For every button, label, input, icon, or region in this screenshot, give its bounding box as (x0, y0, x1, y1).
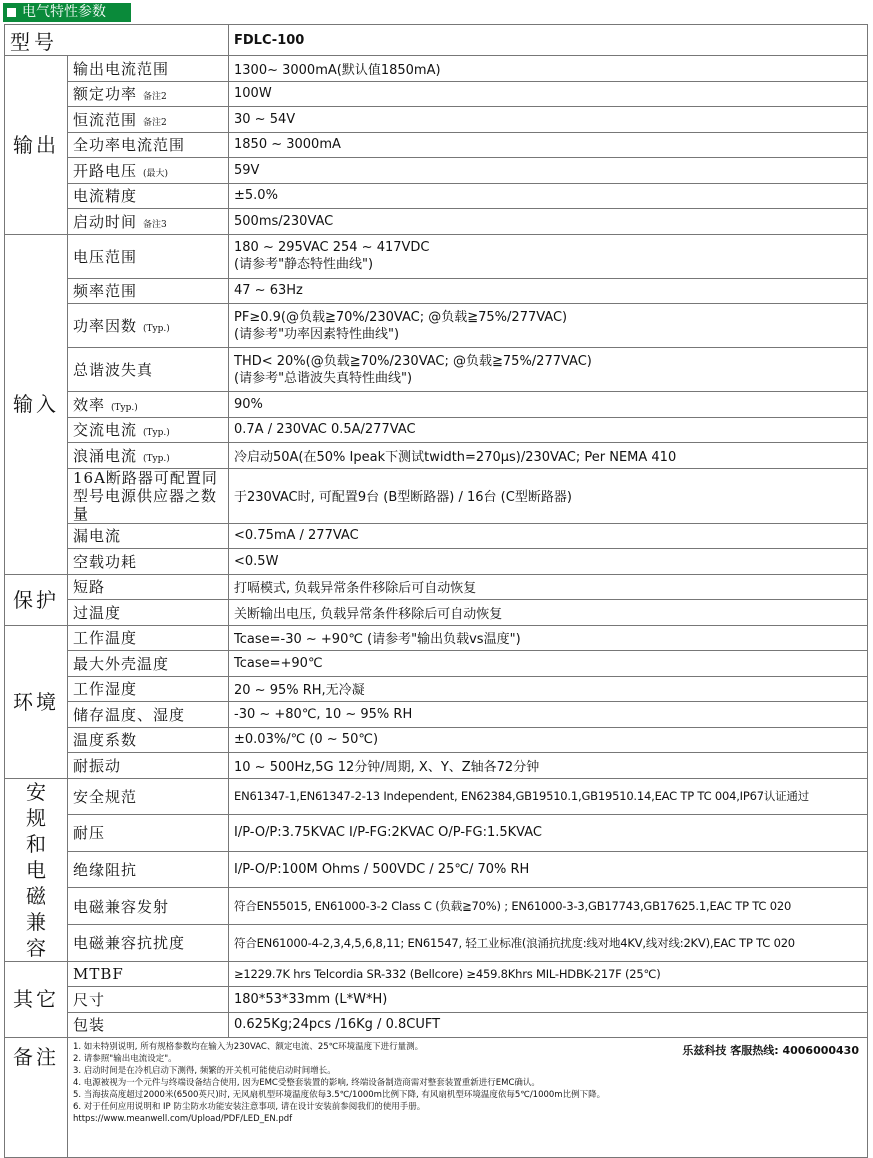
remarks-line: 5. 当海拔高度超过2000米(6500英尺)时, 无风扇机型环境温度依每3.5℃/1000m比例下降, 有风扇机型环境温度依每5℃/1000m比例下降。 (73, 1090, 606, 1100)
param-label-text: 电磁兼容发射 (73, 897, 170, 916)
param-value (229, 961, 868, 987)
category-label: 保护 (13, 587, 59, 612)
param-value (229, 183, 868, 209)
param-label-text: 浪涌电流 (73, 446, 138, 465)
param-label-text: 电磁兼容抗扰度 (73, 934, 186, 953)
param-value-line: 59V (234, 162, 260, 178)
param-label (68, 278, 229, 304)
param-label (68, 651, 229, 677)
category-label: 其它 (13, 987, 59, 1012)
category-label: 安规和电磁兼容 (26, 779, 46, 960)
param-value (229, 651, 868, 677)
param-value (229, 56, 868, 82)
param-value-line: 20 ~ 95% RH,无冷凝 (234, 683, 365, 699)
param-value-line: 关断输出电压, 负载异常条件移除后可自动恢复 (234, 606, 503, 622)
param-note: 备注2 (143, 117, 167, 128)
param-label (68, 183, 229, 209)
spec-row (5, 81, 868, 107)
param-note: (Typ.) (111, 402, 138, 413)
param-label-text: 频率范围 (73, 282, 138, 301)
param-value (229, 417, 868, 443)
param-label-text: 安全规范 (73, 787, 138, 806)
param-value (229, 81, 868, 107)
spec-row (5, 961, 868, 987)
category-label: 输入 (13, 392, 59, 416)
param-value-line: 0.625Kg;24pcs /16Kg / 0.8CUFT (234, 1017, 441, 1033)
param-value-line: Tcase=+90℃ (234, 655, 323, 671)
spec-row (5, 778, 868, 815)
param-value-line: 冷启动50A(在50% Ipeak下测试twidth=270μs)/230VAC; Per NEMA 410 (234, 449, 677, 465)
param-label-text: 尺寸 (73, 990, 106, 1009)
spec-row (5, 549, 868, 575)
param-label-text: 温度系数 (73, 731, 138, 750)
param-label (68, 132, 229, 158)
param-value (229, 753, 868, 779)
param-value (229, 851, 868, 888)
param-label (68, 924, 229, 961)
hotline-text: 乐兹科技 客服热线: 4006000430 (682, 1044, 859, 1057)
param-value-line: ±0.03%/℃ (0 ~ 50℃) (234, 732, 379, 748)
param-label-text: 全功率电流范围 (73, 136, 186, 155)
param-label (68, 851, 229, 888)
spec-row (5, 209, 868, 235)
param-label (68, 549, 229, 575)
param-note: 备注2 (143, 92, 167, 103)
param-value (229, 158, 868, 184)
param-value-line: <0.5W (234, 553, 279, 569)
param-value-line: 0.7A / 230VAC 0.5A/277VAC (234, 422, 416, 438)
remarks-line: 6. 对于任何应用说明和 IP 防尘防水功能安装注意事项, 请在设计安装前参阅我们的使用手册。 (73, 1102, 426, 1112)
param-value-line: 1300~ 3000mA(默认值1850mA) (234, 62, 441, 78)
param-label (68, 107, 229, 133)
param-label-text: MTBF (73, 964, 124, 983)
param-value-line: 100W (234, 86, 272, 102)
spec-row (5, 132, 868, 158)
spec-row (5, 574, 868, 600)
param-label-text: 漏电流 (73, 527, 122, 546)
param-value-line: 47 ~ 63Hz (234, 283, 303, 299)
param-value (229, 392, 868, 418)
param-label-text: 工作温度 (73, 629, 138, 648)
param-label (68, 727, 229, 753)
param-value (229, 702, 868, 728)
param-value (229, 234, 868, 278)
param-value (229, 727, 868, 753)
spec-row (5, 727, 868, 753)
spec-row (5, 815, 868, 852)
param-label (68, 961, 229, 987)
param-value (229, 778, 868, 815)
spec-row (5, 234, 868, 278)
spec-row (5, 443, 868, 469)
param-label-text: 耐振动 (73, 756, 122, 775)
param-label-text: 过温度 (73, 603, 122, 622)
param-value (229, 888, 868, 925)
param-label (68, 81, 229, 107)
param-note: (Typ.) (143, 428, 170, 439)
param-value (229, 625, 868, 651)
param-label (68, 815, 229, 852)
spec-row (5, 468, 868, 523)
param-value-line: (请参考"功率因素特性曲线") (234, 326, 400, 342)
param-label (68, 56, 229, 82)
param-value-line: 打嗝模式, 负载异常条件移除后可自动恢复 (234, 581, 477, 597)
param-value (229, 1012, 868, 1038)
param-value (229, 132, 868, 158)
param-label (68, 987, 229, 1013)
spec-row (5, 753, 868, 779)
param-label-text: 储存温度、湿度 (73, 705, 186, 724)
param-label (68, 600, 229, 626)
param-label-text: 启动时间 (73, 212, 138, 231)
param-label (68, 468, 229, 523)
param-value (229, 278, 868, 304)
spec-row (5, 304, 868, 348)
category-cell (5, 234, 68, 574)
param-label-text: 绝缘阻抗 (73, 860, 138, 879)
spec-row (5, 702, 868, 728)
param-value-line: I/P-O/P:100M Ohms / 500VDC / 25℃/ 70% RH (234, 861, 530, 877)
category-cell (5, 625, 68, 778)
param-label (68, 304, 229, 348)
param-label (68, 234, 229, 278)
spec-row (5, 183, 868, 209)
remarks-line: 4. 电源被视为一个元件与终端设备结合使用, 因为EMC受整套装置的影响, 终端设备制造商需对整套装置重新进行EMC确认。 (73, 1078, 540, 1088)
param-value-line: ±5.0% (234, 188, 278, 204)
param-value-line: 于230VAC时, 可配置9台 (B型断路器) / 16台 (C型断路器) (234, 490, 572, 505)
category-label: 环境 (13, 689, 59, 714)
param-label (68, 158, 229, 184)
spec-row (5, 625, 868, 651)
model-row (5, 25, 868, 56)
param-value-line: 1850 ~ 3000mA (234, 137, 341, 153)
param-label (68, 676, 229, 702)
param-value-line: 符合EN61000-4-2,3,4,5,6,8,11; EN61547, 轻工业标准(浪涌抗扰度:线对地4KV,线对线:2KV),EAC TP TC 020 (234, 935, 795, 950)
param-label (68, 348, 229, 392)
model-value: FDLC-100 (229, 25, 868, 56)
spec-row (5, 651, 868, 677)
param-label (68, 417, 229, 443)
param-label-text: 恒流范围 (73, 110, 138, 129)
param-value-line: 180 ~ 295VAC 254 ~ 417VDC (234, 240, 430, 255)
param-label-text: 电流精度 (73, 187, 138, 206)
spec-row (5, 600, 868, 626)
param-label (68, 574, 229, 600)
param-value (229, 304, 868, 348)
category-cell (5, 961, 68, 1038)
param-value (229, 600, 868, 626)
param-label-text: 额定功率 (73, 85, 138, 104)
param-value-line: <0.75mA / 277VAC (234, 528, 359, 544)
param-label (68, 778, 229, 815)
param-value-line: -30 ~ +80℃, 10 ~ 95% RH (234, 706, 413, 722)
remarks-url: https://www.meanwell.com/Upload/PDF/LED_EN.pdf (73, 1114, 293, 1124)
param-label-text: 包装 (73, 1016, 106, 1035)
param-note: 备注3 (143, 219, 167, 230)
param-label-text: 功率因数 (73, 317, 138, 335)
param-label (68, 888, 229, 925)
spec-row (5, 676, 868, 702)
param-value-line: PF≥0.9(@负载≧70%/230VAC; @负载≧75%/277VAC) (234, 309, 568, 325)
param-label-text: 总谐波失真 (73, 361, 154, 379)
remarks-category (5, 1038, 68, 1158)
spec-row (5, 1012, 868, 1038)
section-header-title: 电气特性参数 (22, 4, 106, 20)
spec-row (5, 851, 868, 888)
category-cell (5, 778, 68, 961)
param-label (68, 1012, 229, 1038)
spec-row (5, 987, 868, 1013)
spec-table (4, 24, 868, 1158)
param-note: (Typ.) (143, 453, 170, 464)
param-label-text: 最大外壳温度 (73, 654, 170, 673)
param-label (68, 625, 229, 651)
param-value-line: 90% (234, 396, 263, 412)
param-label-text: 16A断路器可配置同型号电源供应器之数量 (73, 468, 218, 523)
category-cell (5, 56, 68, 235)
param-value-line: I/P-O/P:3.75KVAC I/P-FG:2KVAC O/P-FG:1.5KVAC (234, 825, 542, 841)
param-value (229, 924, 868, 961)
param-label (68, 443, 229, 469)
spec-row (5, 107, 868, 133)
param-note: (最大) (143, 168, 169, 179)
param-value-line: (请参考"总谐波失真特性曲线") (234, 370, 413, 386)
spec-row (5, 523, 868, 549)
param-value-line: 500ms/230VAC (234, 213, 334, 229)
spec-row (5, 392, 868, 418)
param-label-text: 耐压 (73, 824, 106, 843)
param-value (229, 348, 868, 392)
remarks-body (68, 1038, 868, 1158)
param-value-line: 10 ~ 500Hz,5G 12分钟/周期, X、Y、Z轴各72分钟 (234, 759, 540, 775)
param-label-text: 效率 (73, 395, 106, 414)
param-value-line: Tcase=-30 ~ +90℃ (请参考"输出负载vs温度") (234, 632, 521, 648)
square-icon (7, 8, 16, 17)
param-value-line: 符合EN55015, EN61000-3-2 Class C (负载≧70%) ; EN61000-3-3,GB17743,GB17625.1,EAC TP TC 020 (234, 899, 792, 914)
param-value-line: EN61347-1,EN61347-2-13 Independent, EN62384,GB19510.1,GB19510.14,EAC TP TC 004,IP67认证通过 (234, 789, 810, 804)
spec-row (5, 56, 868, 82)
param-value-line: THD< 20%(@负载≧70%/230VAC; @负载≧75%/277VAC) (234, 353, 592, 369)
remarks-row (5, 1038, 868, 1158)
param-label-text: 交流电流 (73, 421, 138, 440)
spec-row (5, 888, 868, 925)
param-value (229, 987, 868, 1013)
model-label: 型号 (5, 25, 229, 56)
param-value (229, 549, 868, 575)
param-value-line: ≥1229.7K hrs Telcordia SR-332 (Bellcore) ≥459.8Khrs MIL-HDBK-217F (25℃) (234, 966, 661, 981)
param-value (229, 523, 868, 549)
param-label (68, 523, 229, 549)
param-label (68, 753, 229, 779)
remarks-line: 3. 启动时间是在冷机启动下测得, 频繁的开关机可能使启动时间增长。 (73, 1066, 336, 1076)
remarks-line: 1. 如未特别说明, 所有规格参数均在输入为230VAC、额定电流、25℃环境温度下进行量测。 (73, 1042, 424, 1052)
remarks-line: 2. 请参照"输出电流设定"。 (73, 1054, 177, 1064)
param-label-text: 工作湿度 (73, 680, 138, 699)
spec-row (5, 924, 868, 961)
param-value-line: 30 ~ 54V (234, 111, 296, 127)
param-value (229, 574, 868, 600)
spec-row (5, 158, 868, 184)
spec-row (5, 417, 868, 443)
spec-row (5, 348, 868, 392)
param-label-text: 输出电流范围 (73, 59, 170, 78)
param-value (229, 468, 868, 523)
param-value (229, 107, 868, 133)
param-value-line: 180*53*33mm (L*W*H) (234, 991, 388, 1007)
param-label-text: 短路 (73, 578, 106, 597)
param-label (68, 392, 229, 418)
param-label-text: 电压范围 (73, 247, 138, 266)
remarks-label: 备注 (13, 1045, 59, 1069)
param-value-line: (请参考"静态特性曲线") (234, 257, 374, 272)
section-header (3, 3, 131, 22)
param-label (68, 702, 229, 728)
param-note: (Typ.) (143, 324, 170, 334)
param-value (229, 676, 868, 702)
category-cell (5, 574, 68, 625)
spec-row (5, 278, 868, 304)
param-value (229, 815, 868, 852)
param-value (229, 209, 868, 235)
param-value (229, 443, 868, 469)
param-label-text: 空载功耗 (73, 552, 138, 571)
param-label-text: 开路电压 (73, 161, 138, 180)
category-label: 输出 (13, 132, 59, 157)
param-label (68, 209, 229, 235)
